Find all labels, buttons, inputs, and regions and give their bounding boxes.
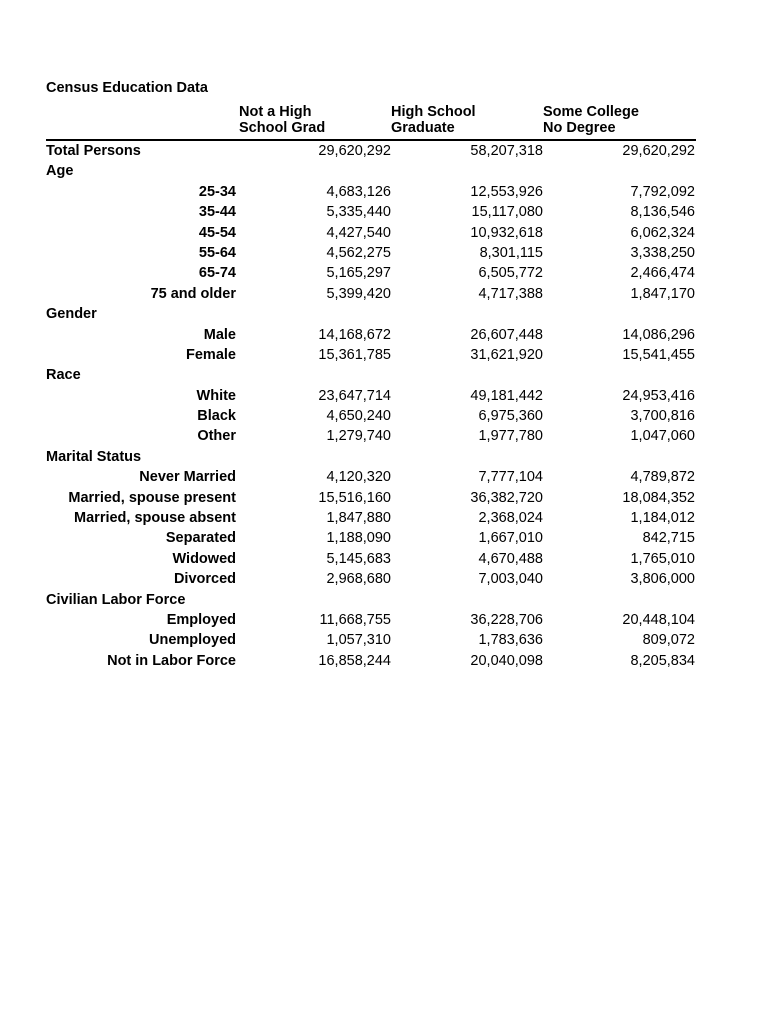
value-cell: 15,117,080 bbox=[471, 204, 543, 221]
value-cell bbox=[543, 161, 695, 181]
value-cell: 8,205,834 bbox=[630, 652, 695, 669]
value-cell: 36,228,706 bbox=[470, 611, 543, 628]
row-label: 35-44 bbox=[198, 204, 236, 221]
value-cell: 16,858,244 bbox=[318, 652, 391, 669]
value-cell: 6,062,324 bbox=[630, 224, 695, 241]
column-header-line: No Degree bbox=[543, 120, 616, 136]
table-row bbox=[46, 467, 696, 487]
value-cell bbox=[391, 304, 543, 324]
row-label: Total Persons bbox=[46, 143, 141, 159]
row-label: Other bbox=[197, 428, 236, 445]
row-label: White bbox=[196, 387, 236, 404]
value-cell: 18,084,352 bbox=[622, 489, 695, 506]
value-cell bbox=[391, 365, 543, 385]
value-cell: 14,168,672 bbox=[318, 326, 391, 343]
value-cell: 24,953,416 bbox=[622, 387, 695, 404]
value-cell: 7,792,092 bbox=[630, 183, 695, 200]
value-cell: 1,184,012 bbox=[630, 510, 695, 527]
column-header-line: School Grad bbox=[239, 120, 326, 136]
value-cell bbox=[239, 304, 391, 324]
row-label: 55-64 bbox=[198, 244, 236, 261]
row-label: 75 and older bbox=[150, 285, 236, 302]
value-cell: 29,620,292 bbox=[318, 143, 391, 159]
value-cell: 14,086,296 bbox=[622, 326, 695, 343]
value-cell: 20,448,104 bbox=[622, 611, 695, 628]
table-row bbox=[46, 426, 696, 446]
value-cell: 4,670,488 bbox=[478, 550, 543, 567]
value-cell: 809,072 bbox=[642, 632, 695, 649]
value-cell: 842,715 bbox=[642, 530, 695, 547]
column-header-line: High School bbox=[391, 104, 476, 120]
table-row bbox=[46, 630, 696, 650]
value-cell: 8,301,115 bbox=[479, 244, 543, 261]
row-label: Divorced bbox=[173, 571, 236, 588]
row-label: 25-34 bbox=[198, 183, 236, 200]
row-label: Employed bbox=[166, 611, 236, 628]
row-label: Married, spouse present bbox=[68, 489, 236, 506]
section-header-row bbox=[46, 447, 696, 467]
value-cell bbox=[543, 447, 695, 467]
table-row bbox=[46, 284, 696, 304]
value-cell: 10,932,618 bbox=[470, 224, 543, 241]
value-cell: 1,188,090 bbox=[326, 530, 391, 547]
value-cell: 4,427,540 bbox=[326, 224, 391, 241]
value-cell: 6,975,360 bbox=[478, 408, 543, 425]
row-label: Civilian Labor Force bbox=[46, 591, 186, 608]
table-row bbox=[46, 182, 696, 202]
value-cell: 15,361,785 bbox=[318, 346, 391, 363]
value-cell: 1,057,310 bbox=[326, 632, 391, 649]
sheet-title: Census Education Data bbox=[46, 80, 208, 96]
row-label: Age bbox=[46, 163, 74, 180]
row-label: Unemployed bbox=[148, 632, 236, 649]
value-cell: 5,399,420 bbox=[326, 285, 391, 302]
row-label: Black bbox=[197, 408, 236, 425]
value-cell: 4,717,388 bbox=[478, 285, 543, 302]
value-cell: 7,777,104 bbox=[478, 469, 543, 486]
row-label: Gender bbox=[46, 306, 97, 323]
value-cell: 3,700,816 bbox=[630, 408, 695, 425]
value-cell: 20,040,098 bbox=[470, 652, 543, 669]
value-cell bbox=[239, 590, 391, 610]
row-label: 65-74 bbox=[198, 265, 236, 282]
value-cell: 5,335,440 bbox=[326, 204, 391, 221]
value-cell: 1,977,780 bbox=[478, 428, 543, 445]
value-cell: 36,382,720 bbox=[470, 489, 543, 506]
value-cell: 1,765,010 bbox=[630, 550, 695, 567]
value-cell: 1,279,740 bbox=[326, 428, 391, 445]
value-cell: 49,181,442 bbox=[470, 387, 543, 404]
value-cell: 6,505,772 bbox=[478, 265, 543, 282]
value-cell bbox=[239, 365, 391, 385]
value-cell: 5,165,297 bbox=[326, 265, 391, 282]
row-label: Male bbox=[203, 326, 236, 343]
value-cell: 3,806,000 bbox=[630, 571, 695, 588]
table-row bbox=[46, 508, 696, 528]
column-header-some-college bbox=[543, 104, 695, 139]
table-row bbox=[46, 488, 696, 508]
value-cell: 1,667,010 bbox=[478, 530, 543, 547]
value-cell bbox=[239, 161, 391, 181]
value-cell: 4,562,275 bbox=[326, 244, 391, 261]
table-body bbox=[46, 141, 696, 671]
row-label: Female bbox=[186, 346, 236, 363]
value-cell: 2,968,680 bbox=[326, 571, 391, 588]
table-row bbox=[46, 243, 696, 263]
column-header-line: Not a High bbox=[239, 104, 312, 120]
value-cell: 7,003,040 bbox=[478, 571, 543, 588]
value-cell: 29,620,292 bbox=[622, 143, 695, 159]
value-cell: 1,047,060 bbox=[630, 428, 695, 445]
column-header-not-hs-grad bbox=[239, 104, 391, 139]
row-label: Not in Labor Force bbox=[107, 652, 236, 669]
row-label: Separated bbox=[165, 530, 236, 547]
value-cell: 1,847,170 bbox=[630, 285, 695, 302]
value-cell: 3,338,250 bbox=[630, 244, 695, 261]
row-label: Marital Status bbox=[46, 448, 142, 465]
column-header-row bbox=[46, 104, 696, 141]
value-cell: 58,207,318 bbox=[470, 143, 543, 159]
table-row bbox=[46, 202, 696, 222]
value-cell: 23,647,714 bbox=[318, 387, 391, 404]
table-row bbox=[46, 386, 696, 406]
table-row bbox=[46, 345, 696, 365]
value-cell bbox=[543, 590, 695, 610]
row-label: Widowed bbox=[172, 550, 236, 567]
row-label: Race bbox=[46, 367, 81, 384]
column-header-line: Some College bbox=[543, 104, 639, 120]
value-cell: 8,136,546 bbox=[630, 204, 695, 221]
value-cell: 5,145,683 bbox=[326, 550, 391, 567]
table-row bbox=[46, 325, 696, 345]
section-header-row bbox=[46, 304, 696, 324]
section-header-row bbox=[46, 590, 696, 610]
row-label: Never Married bbox=[139, 469, 236, 486]
value-cell: 2,368,024 bbox=[478, 510, 543, 527]
value-cell: 1,847,880 bbox=[326, 510, 391, 527]
value-cell: 4,683,126 bbox=[326, 183, 391, 200]
value-cell: 15,516,160 bbox=[318, 489, 391, 506]
value-cell bbox=[543, 365, 695, 385]
value-cell bbox=[543, 304, 695, 324]
value-cell: 15,541,455 bbox=[622, 346, 695, 363]
section-header-row bbox=[46, 161, 696, 181]
header-label-spacer bbox=[46, 104, 239, 139]
table-row bbox=[46, 549, 696, 569]
value-cell: 4,120,320 bbox=[326, 469, 391, 486]
value-cell: 31,621,920 bbox=[470, 346, 543, 363]
value-cell: 4,650,240 bbox=[326, 408, 391, 425]
value-cell: 12,553,926 bbox=[470, 183, 543, 200]
row-label: 45-54 bbox=[198, 224, 236, 241]
column-header-hs-graduate bbox=[391, 104, 543, 139]
value-cell bbox=[391, 590, 543, 610]
row-label: Married, spouse absent bbox=[74, 510, 236, 527]
table-row bbox=[46, 223, 696, 243]
table-row bbox=[46, 406, 696, 426]
section-header-row bbox=[46, 365, 696, 385]
table-row bbox=[46, 610, 696, 630]
column-header-line: Graduate bbox=[391, 120, 455, 136]
value-cell bbox=[391, 447, 543, 467]
total-row bbox=[46, 141, 696, 161]
value-cell: 11,668,755 bbox=[319, 611, 391, 628]
value-cell: 1,783,636 bbox=[478, 632, 543, 649]
table-row bbox=[46, 569, 696, 589]
table-row bbox=[46, 263, 696, 283]
table-row bbox=[46, 528, 696, 548]
table-row bbox=[46, 651, 696, 671]
value-cell: 26,607,448 bbox=[470, 326, 543, 343]
value-cell bbox=[239, 447, 391, 467]
value-cell: 4,789,872 bbox=[630, 469, 695, 486]
value-cell: 2,466,474 bbox=[630, 265, 695, 282]
census-sheet bbox=[46, 78, 696, 671]
value-cell bbox=[391, 161, 543, 181]
